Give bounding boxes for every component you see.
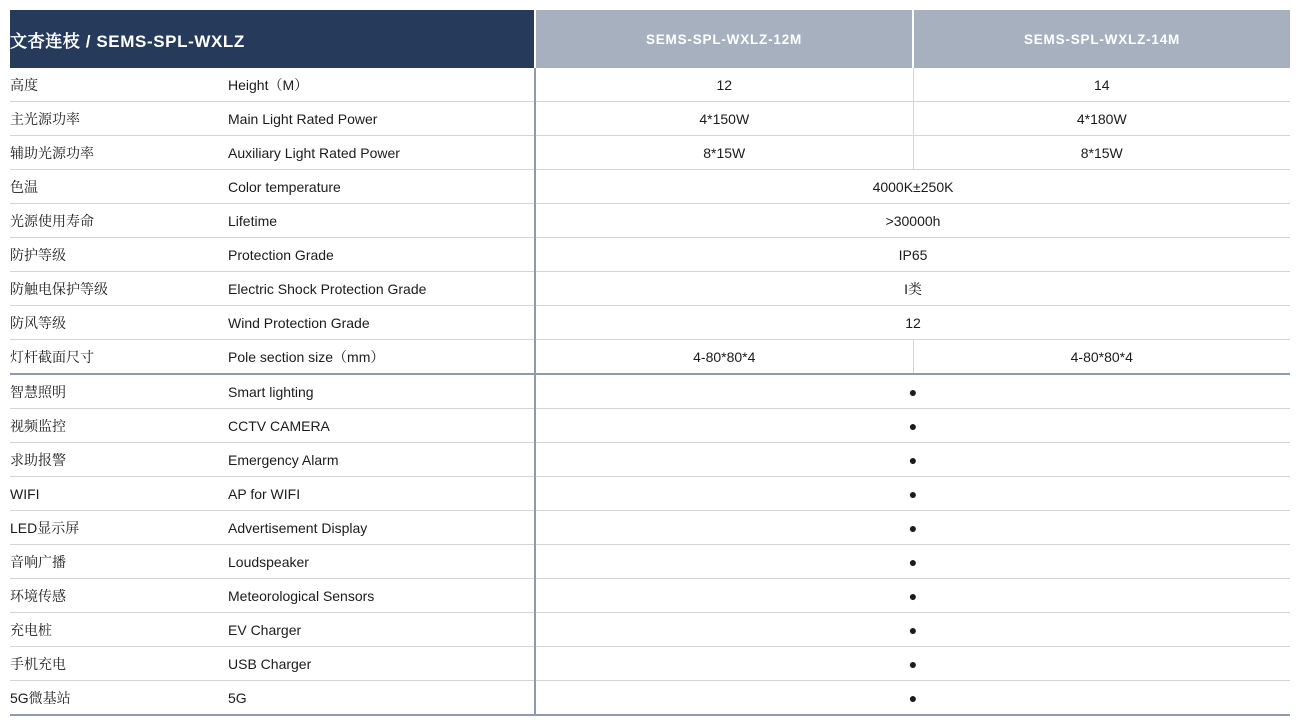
table-row (10, 545, 1290, 579)
spec-label-cn: 色温 (10, 170, 228, 204)
table-row (10, 477, 1290, 511)
spec-label-en: Loudspeaker (228, 545, 535, 579)
spec-label-en: Meteorological Sensors (228, 579, 535, 613)
table-row (10, 238, 1290, 272)
spec-value-shared: 4000K±250K (535, 170, 1290, 204)
spec-label-cn: 主光源功率 (10, 102, 228, 136)
spec-label-en: Emergency Alarm (228, 443, 535, 477)
model-column-1: SEMS-SPL-WXLZ-12M (535, 10, 913, 68)
spec-value-shared: ● (535, 443, 1290, 477)
spec-label-cn: 光源使用寿命 (10, 204, 228, 238)
spec-value-shared: ● (535, 647, 1290, 681)
spec-label-cn: 环境传感 (10, 579, 228, 613)
spec-value-model-2: 4-80*80*4 (913, 340, 1290, 375)
spec-value-shared: I类 (535, 272, 1290, 306)
spec-label-en: Wind Protection Grade (228, 306, 535, 340)
spec-label-cn: 防触电保护等级 (10, 272, 228, 306)
table-row (10, 374, 1290, 409)
spec-label-en: CCTV CAMERA (228, 409, 535, 443)
spec-label-cn: 高度 (10, 68, 228, 102)
spec-label-en: Smart lighting (228, 374, 535, 409)
spec-value-model-1: 4*150W (535, 102, 913, 136)
table-row (10, 68, 1290, 102)
spec-value-shared: ● (535, 511, 1290, 545)
spec-value-shared: ● (535, 681, 1290, 716)
spec-value-shared: >30000h (535, 204, 1290, 238)
table-row (10, 647, 1290, 681)
table-row (10, 170, 1290, 204)
spec-value-shared: IP65 (535, 238, 1290, 272)
spec-value-shared: ● (535, 374, 1290, 409)
table-row (10, 443, 1290, 477)
table-row (10, 204, 1290, 238)
spec-value-shared: 12 (535, 306, 1290, 340)
header-row (10, 10, 1290, 68)
spec-value-model-2: 8*15W (913, 136, 1290, 170)
spec-value-model-1: 4-80*80*4 (535, 340, 913, 375)
spec-label-en: Electric Shock Protection Grade (228, 272, 535, 306)
table-row (10, 272, 1290, 306)
table-row (10, 340, 1290, 375)
spec-value-model-2: 14 (913, 68, 1290, 102)
spec-value-shared: ● (535, 579, 1290, 613)
spec-label-cn: 灯杆截面尺寸 (10, 340, 228, 375)
spec-label-cn: 辅助光源功率 (10, 136, 228, 170)
spec-label-en: Auxiliary Light Rated Power (228, 136, 535, 170)
spec-label-cn: 防护等级 (10, 238, 228, 272)
spec-label-cn: WIFI (10, 477, 228, 511)
model-column-2: SEMS-SPL-WXLZ-14M (913, 10, 1290, 68)
table-row (10, 511, 1290, 545)
spec-value-model-2: 4*180W (913, 102, 1290, 136)
table-row (10, 306, 1290, 340)
table-body (10, 68, 1290, 715)
product-title: 文杏连枝 / SEMS-SPL-WXLZ (10, 10, 535, 68)
spec-value-shared: ● (535, 613, 1290, 647)
spec-label-en: AP for WIFI (228, 477, 535, 511)
spec-label-en: USB Charger (228, 647, 535, 681)
table-row (10, 681, 1290, 716)
spec-label-cn: 视频监控 (10, 409, 228, 443)
table-row (10, 613, 1290, 647)
spec-label-en: Advertisement Display (228, 511, 535, 545)
table-row (10, 409, 1290, 443)
table-header (10, 10, 1290, 68)
table-row (10, 102, 1290, 136)
spec-label-en: Main Light Rated Power (228, 102, 535, 136)
spec-label-cn: 充电桩 (10, 613, 228, 647)
specification-table (10, 10, 1290, 716)
table-row (10, 579, 1290, 613)
spec-value-shared: ● (535, 545, 1290, 579)
spec-label-en: Pole section size（mm） (228, 340, 535, 375)
spec-label-cn: LED显示屏 (10, 511, 228, 545)
spec-label-en: Protection Grade (228, 238, 535, 272)
spec-label-cn: 音响广播 (10, 545, 228, 579)
spec-value-shared: ● (535, 477, 1290, 511)
spec-label-en: EV Charger (228, 613, 535, 647)
spec-label-cn: 求助报警 (10, 443, 228, 477)
spec-label-cn: 5G微基站 (10, 681, 228, 716)
spec-label-en: 5G (228, 681, 535, 716)
spec-value-model-1: 8*15W (535, 136, 913, 170)
spec-label-en: Lifetime (228, 204, 535, 238)
spec-value-shared: ● (535, 409, 1290, 443)
spec-label-cn: 手机充电 (10, 647, 228, 681)
spec-label-cn: 智慧照明 (10, 374, 228, 409)
table-row (10, 136, 1290, 170)
spec-label-en: Color temperature (228, 170, 535, 204)
spec-value-model-1: 12 (535, 68, 913, 102)
spec-label-cn: 防风等级 (10, 306, 228, 340)
spec-label-en: Height（M） (228, 68, 535, 102)
